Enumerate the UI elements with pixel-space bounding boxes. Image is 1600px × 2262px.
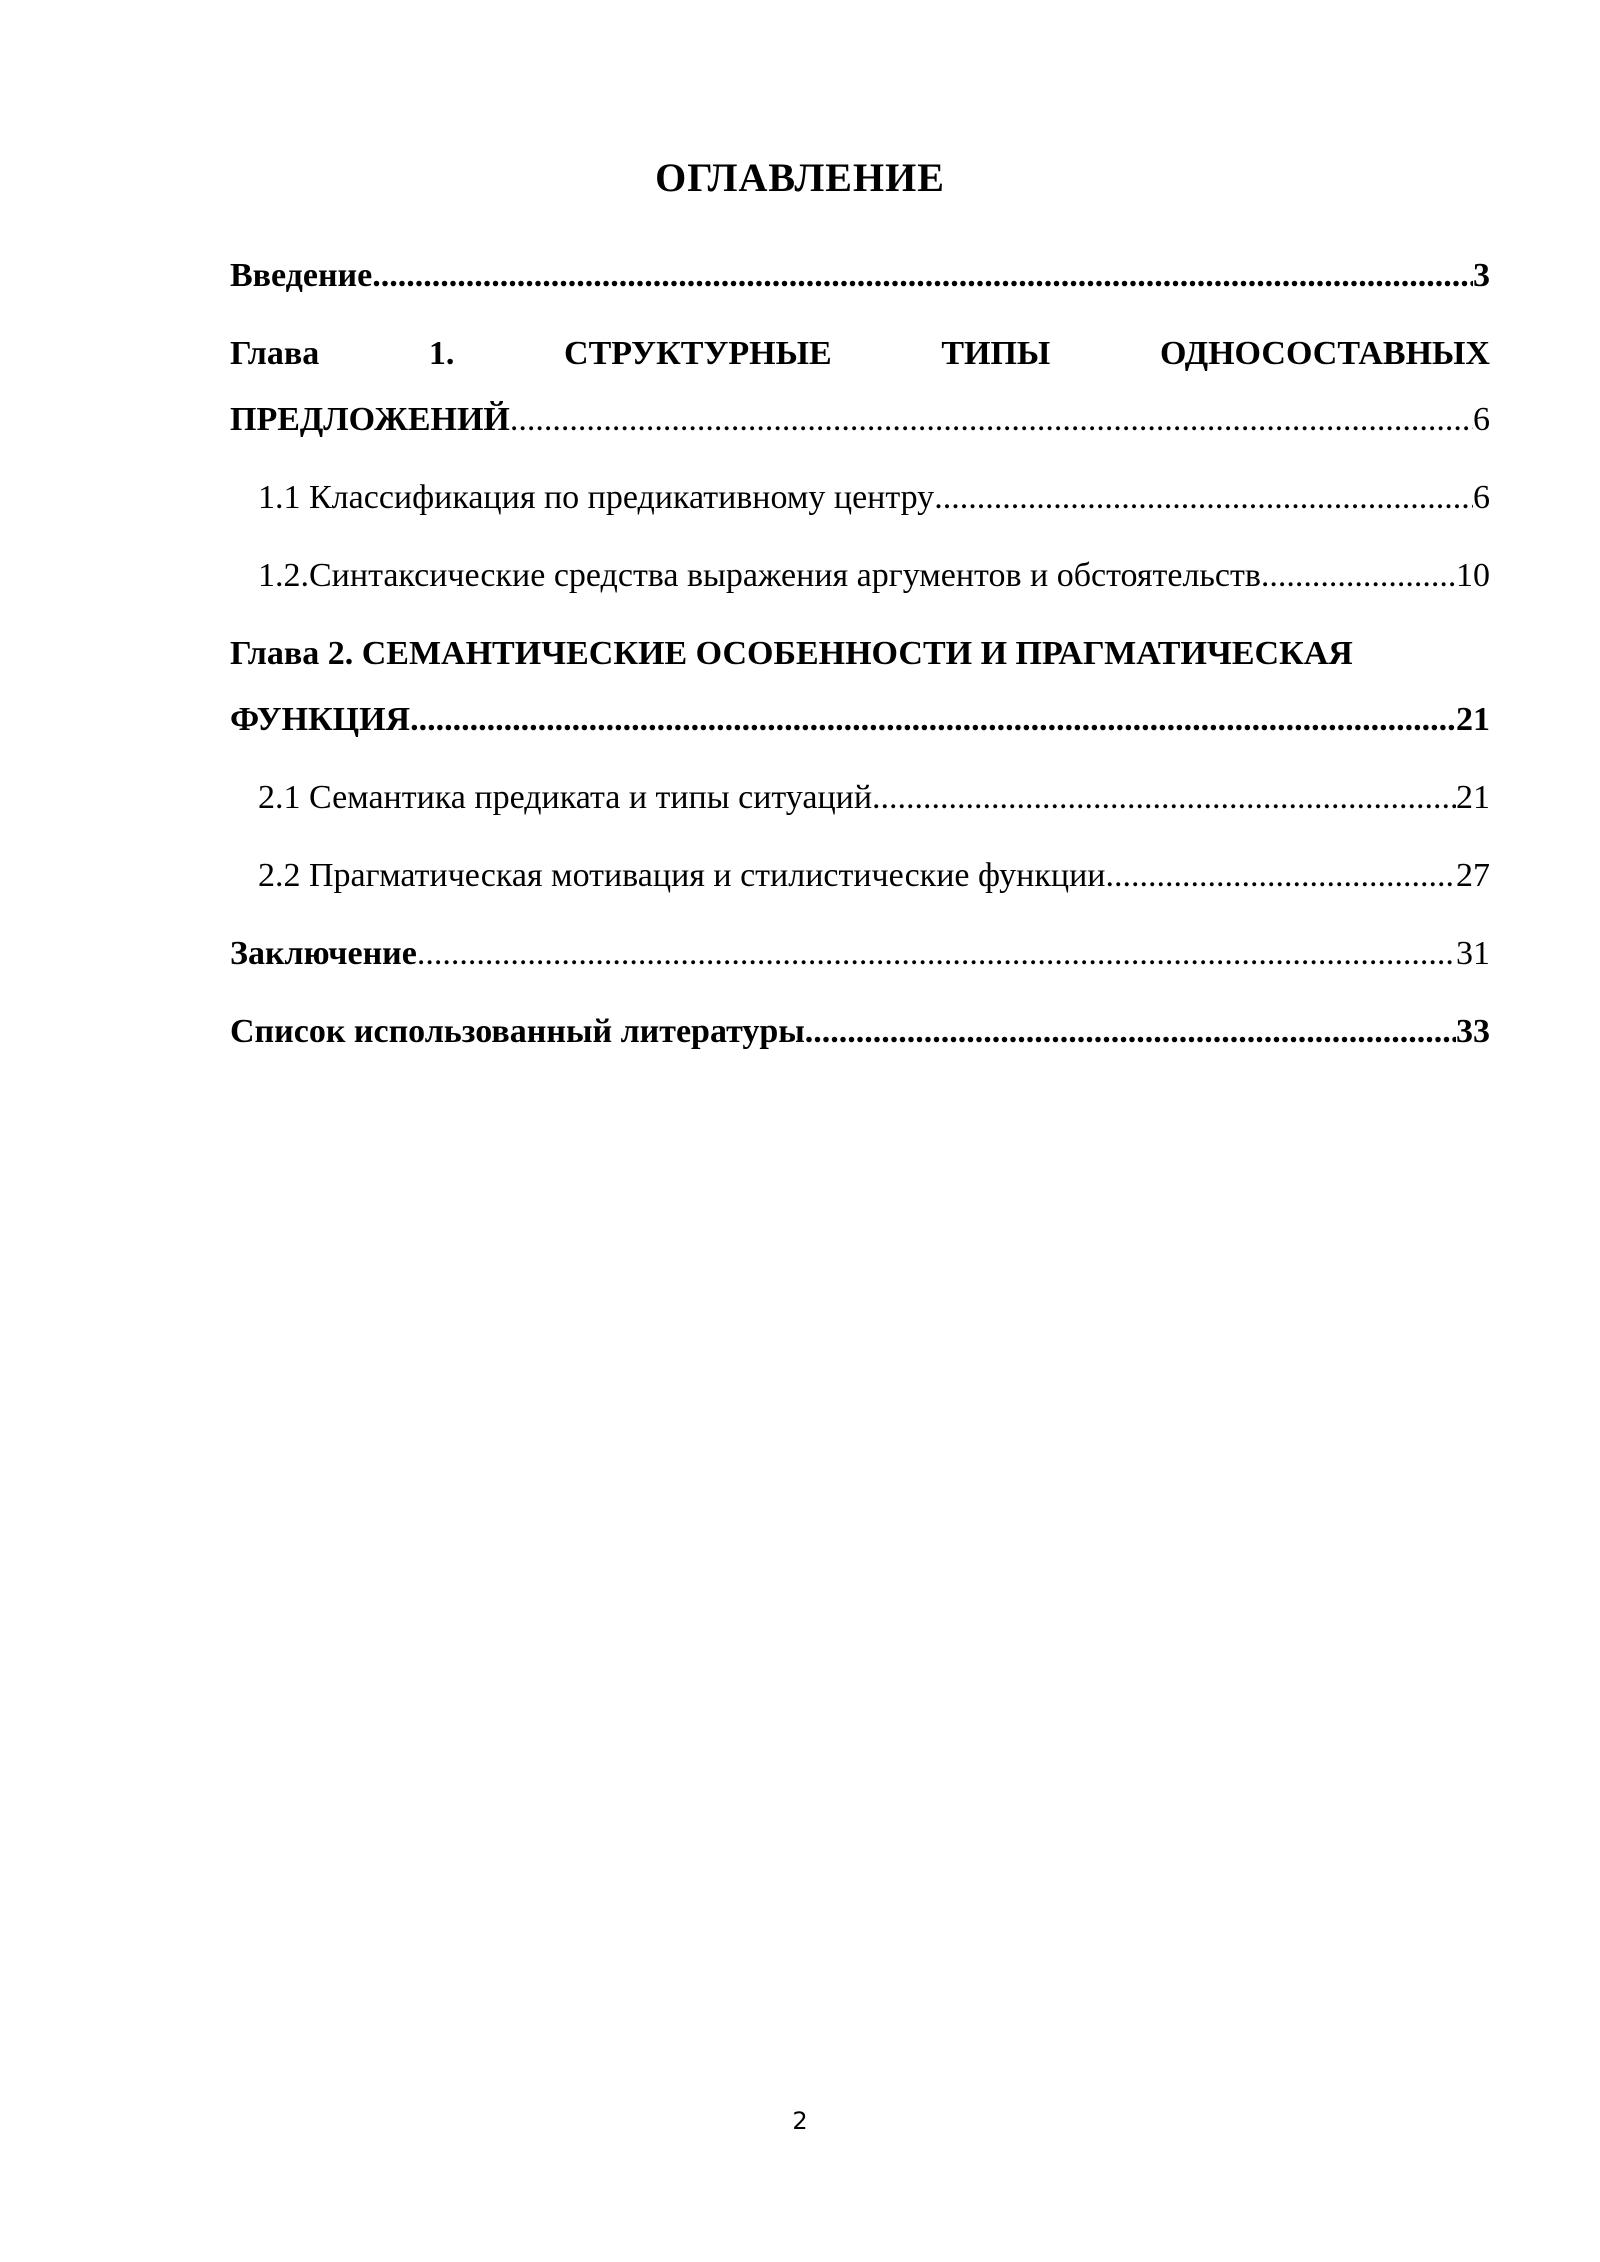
toc-entry-chapter2[interactable]: [230, 632, 1490, 676]
page-title: ОГЛАВЛЕНИЕ: [655, 155, 945, 200]
dot-leader: [417, 932, 1456, 976]
toc-entry-section-1-2[interactable]: [258, 554, 1490, 598]
toc-entry-page: 33: [1456, 1013, 1490, 1050]
toc-entry-references[interactable]: [230, 1010, 1490, 1054]
toc-entry-label: 2.1 Семантика предиката и типы ситуаций: [258, 779, 873, 816]
toc-entry-section-2-1[interactable]: [258, 776, 1490, 820]
toc-entry-label: Введение: [230, 257, 373, 294]
dot-leader: [805, 1010, 1456, 1054]
page-number: 2: [792, 2107, 808, 2135]
toc-entry-section-1-1[interactable]: [258, 476, 1490, 520]
toc-entry-intro[interactable]: [230, 254, 1490, 298]
toc-word: ОДНОСОСТАВНЫХ: [1159, 335, 1490, 372]
toc-entry-page: 31: [1456, 935, 1490, 972]
dot-leader: [934, 476, 1473, 520]
toc-entry-chapter1-cont[interactable]: [230, 398, 1490, 442]
toc-entry-label: Глава 2. СЕМАНТИЧЕСКИЕ ОСОБЕННОСТИ И ПРАГМАТИЧЕСКАЯ: [230, 635, 1353, 672]
toc-word: 1.: [428, 335, 455, 372]
toc-entry-label: ПРЕДЛОЖЕНИЙ: [230, 401, 510, 438]
toc-entry-label: Заключение: [230, 935, 417, 972]
toc-entry-label: 1.1 Классификация по предикативному центру: [258, 479, 935, 516]
toc-entry-page: 27: [1456, 857, 1490, 894]
toc-entry-page: 3: [1473, 257, 1490, 294]
dot-leader: [510, 398, 1473, 442]
dot-leader: [1105, 854, 1456, 898]
dot-leader: [872, 776, 1456, 820]
toc-entry-conclusion[interactable]: [230, 932, 1490, 976]
toc-word: Глава: [230, 335, 320, 372]
toc-word: СТРУКТУРНЫЕ: [564, 335, 832, 372]
toc-entry-chapter1[interactable]: [230, 332, 1490, 376]
dot-leader: [410, 698, 1456, 742]
toc-entry-label: Список использованный литературы: [230, 1013, 805, 1050]
toc-entry-page: 6: [1473, 401, 1490, 438]
dot-leader: [1261, 554, 1456, 598]
toc-entry-page: 21: [1456, 779, 1490, 816]
toc-entry-section-2-2[interactable]: [258, 854, 1490, 898]
toc-entry-label: ФУНКЦИЯ: [230, 701, 411, 738]
toc-entry-chapter2-cont[interactable]: [230, 698, 1490, 742]
toc-entry-label: 1.2.Синтаксические средства выражения аргументов и обстоятельств: [258, 557, 1261, 594]
dot-leader: [372, 254, 1473, 298]
toc-entry-page: 6: [1473, 479, 1490, 516]
toc-entry-page: 21: [1456, 701, 1490, 738]
toc-entry-page: 10: [1456, 557, 1490, 594]
toc-word: ТИПЫ: [941, 335, 1051, 372]
toc-entry-label: 2.2 Прагматическая мотивация и стилистические функции: [258, 857, 1106, 894]
